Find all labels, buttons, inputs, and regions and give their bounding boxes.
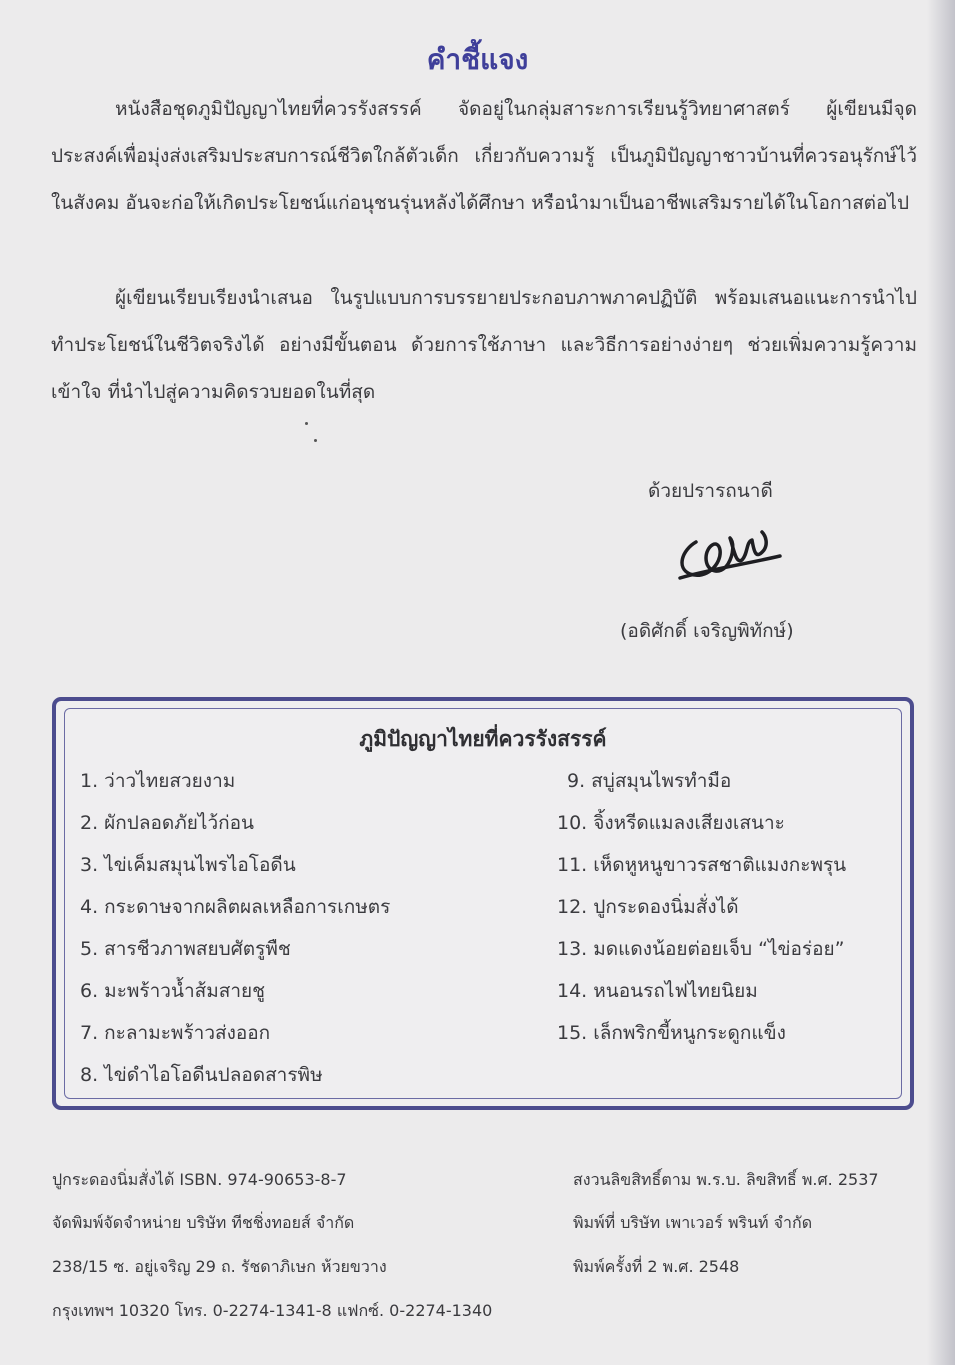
- series-item: 5. สารชีวภาพสยบศัตรูพืช: [80, 938, 291, 960]
- page-edge-shadow: [927, 0, 955, 1365]
- series-item: 11. เห็ดหูหนูขาวรสชาติแมงกะพรุน: [557, 854, 847, 876]
- series-item: 8. ไข่ดำไอโอดีนปลอดสารพิษ: [80, 1064, 323, 1086]
- footer-isbn: ปูกระดองนิ่มสั่งได้ ISBN. 974-90653-8-7: [52, 1170, 347, 1189]
- speck: [305, 422, 308, 425]
- series-item: 10. จิ้งหรีดแมลงเสียงเสนาะ: [557, 812, 785, 834]
- signer-name: (อดิศักดิ์ เจริญพิทักษ์): [620, 620, 794, 642]
- method-paragraph: [51, 275, 917, 416]
- series-item: 1. ว่าวไทยสวยงาม: [80, 770, 236, 792]
- footer-distributor: จัดพิมพ์จัดจำหน่าย บริษัท ทีชชิ่งทอยส์ จำกัด: [52, 1213, 355, 1232]
- series-item: 12. ปูกระดองนิ่มสั่งได้: [557, 896, 739, 918]
- series-item: 9. สบู่สมุนไพรทำมือ: [567, 770, 732, 792]
- series-item: 2. ผักปลอดภัยไว้ก่อน: [80, 812, 255, 834]
- paragraph-text: หนังสือชุดภูมิปัญญาไทยที่ควรรังสรรค์ จัดอยู่ในกลุ่มสาระการเรียนรู้วิทยาศาสตร์ ผู้เขียนมีจุดประสงค์เพื่อมุ่งส่งเสริมประสบการณ์ชีวิตใกล้ตัวเด็ก เกี่ยวกับความรู้ เป็นภูมิปัญญาชาวบ้านที่ควรอนุรักษ์ไว้ในสังคม อันจะก่อให้เกิดประโยชน์แก่อนุชนรุ่นหลังได้ศึกษา หรือนำมาเป็นอาชีพเสริมรายได้ในโอกาสต่อไป: [51, 98, 917, 214]
- series-title: ภูมิปัญญาไทยที่ควรรังสรรค์: [359, 727, 607, 751]
- footer-copyright: สงวนลิขสิทธิ์ตาม พ.ร.บ. ลิขสิทธิ์ พ.ศ. 2537: [573, 1170, 879, 1189]
- series-item: 3. ไข่เค็มสมุนไพรไอโอดีน: [80, 854, 296, 876]
- series-item: 14. หนอนรถไฟไทยนิยม: [557, 980, 758, 1002]
- series-item: 4. กระดาษจากผลิตผลเหลือการเกษตร: [80, 896, 391, 918]
- series-item: 15. เล็กพริกขี้หนูกระดูกแข็ง: [557, 1022, 786, 1044]
- series-item: 7. กะลามะพร้าวส่งออก: [80, 1022, 271, 1044]
- speck: [314, 439, 317, 442]
- page-title: คำชี้แจง: [426, 43, 529, 76]
- footer-printer: พิมพ์ที่ บริษัท เพาเวอร์ พรินท์ จำกัด: [573, 1213, 813, 1232]
- footer-address: 238/15 ซ. อยู่เจริญ 29 ถ. รัชดาภิเษก ห้วยขวาง: [52, 1257, 387, 1276]
- handwritten-signature: [676, 520, 786, 590]
- series-item: 6. มะพร้าวน้ำส้มสายชู: [80, 980, 266, 1002]
- footer-edition: พิมพ์ครั้งที่ 2 พ.ศ. 2548: [573, 1257, 740, 1276]
- intro-paragraph: [51, 86, 917, 227]
- closing-text: ด้วยปรารถนาดี: [648, 480, 773, 502]
- paragraph-text: ผู้เขียนเรียบเรียงนำเสนอ ในรูปแบบการบรรยายประกอบภาพภาคปฏิบัติ พร้อมเสนอแนะการนำไปทำประโยชน์ในชีวิตจริงได้ อย่างมีขั้นตอน ด้วยการใช้ภาษา และวิธีการอย่างง่ายๆ ช่วยเพิ่มความรู้ความเข้าใจ ที่นำไปสู่ความคิดรวบยอดในที่สุด: [51, 287, 917, 403]
- series-box: [52, 697, 914, 1110]
- series-item: 13. มดแดงน้อยต่อยเจ็บ “ไข่อร่อย”: [557, 938, 845, 960]
- footer-contact: กรุงเทพฯ 10320 โทร. 0-2274-1341-8 แฟกซ์. 0-2274-1340: [52, 1301, 493, 1320]
